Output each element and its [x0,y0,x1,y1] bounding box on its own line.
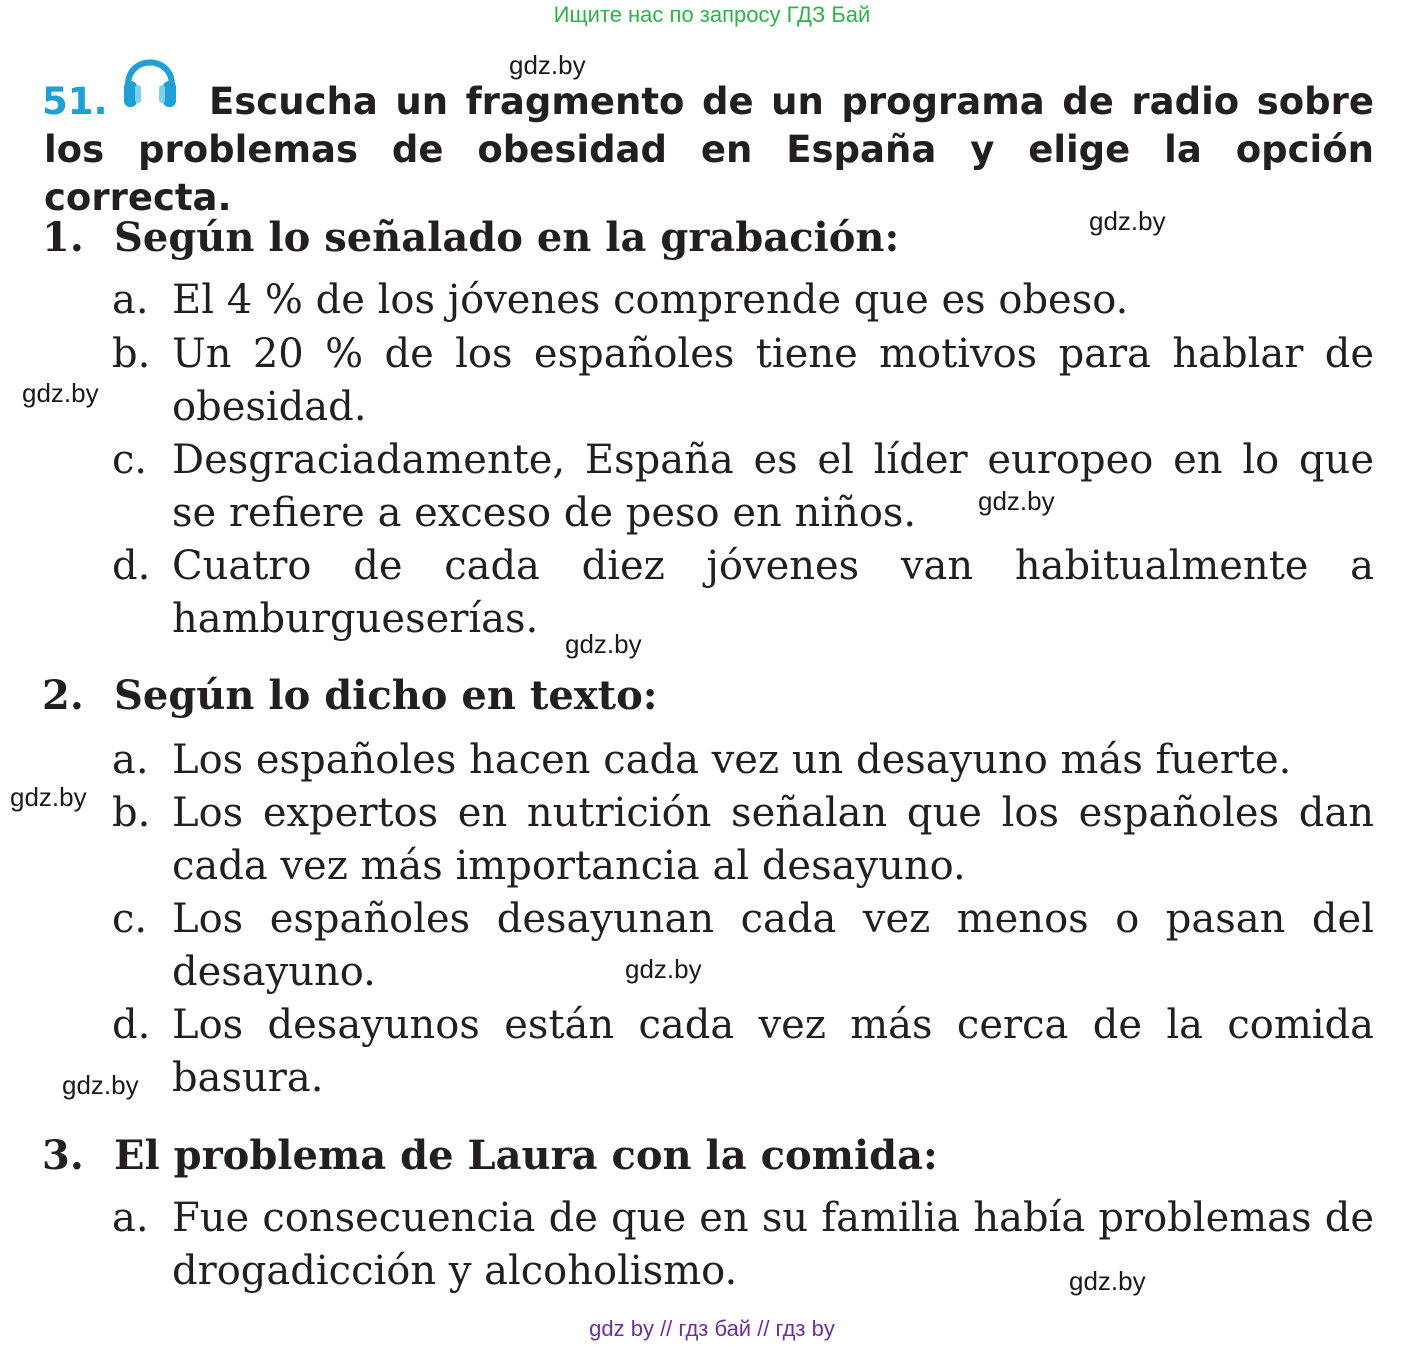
question-number: 1. [42,214,84,261]
option-letter: a. [112,277,149,323]
option-letter: c. [112,437,148,483]
option-letter: b. [112,790,151,836]
option-letter: d. [112,1002,151,1048]
option-text: Los expertos en nutrición señalan que los españoles dan cada vez más importancia al desayuno. [172,790,1374,889]
watermark: gdz.by [22,378,99,408]
option-2a [112,734,1374,787]
watermark: gdz.by [509,50,586,80]
option-letter: b. [112,331,151,377]
option-text: Los españoles desayunan cada vez menos o pasan del desayuno. [172,896,1374,995]
option-1b [112,328,1374,434]
question-2 [42,670,658,722]
option-text: Fue consecuencia de que en su familia había problemas de drogadicción y alcoholismo. [172,1195,1374,1294]
option-2b [112,787,1374,893]
watermark: gdz.by [565,629,642,659]
watermark: gdz.by [1089,206,1166,236]
watermark: gdz.by [62,1070,139,1100]
option-text: El 4 % de los jóvenes comprende que es obeso. [172,277,1129,323]
option-letter: a. [112,737,149,783]
option-2c [112,893,1374,999]
watermark: gdz.by [1069,1266,1146,1296]
option-1a [112,274,1374,327]
option-letter: c. [112,896,148,942]
question-title: Según lo señalado en la grabación: [114,214,900,261]
question-3 [42,1130,938,1182]
option-text: Un 20 % de los españoles tiene motivos para hablar de obesidad. [172,331,1374,430]
option-letter: a. [112,1195,149,1241]
option-text: Los desayunos están cada vez más cerca de la comida basura. [172,1002,1374,1101]
question-number: 2. [42,672,84,719]
question-title: El problema de Laura con la comida: [114,1132,938,1179]
option-text: Los españoles hacen cada vez un desayuno más fuerte. [172,737,1292,783]
option-text: Cuatro de cada diez jóvenes van habitualmente a hamburgueserías. [172,543,1374,642]
option-1d [112,540,1374,646]
option-text: Desgraciadamente, España es el líder europeo en lo que se refiere a exceso de peso en niños. [172,437,1374,536]
option-letter: d. [112,543,151,589]
watermark: gdz.by [10,782,87,812]
footer-links[interactable]: gdz by // гдз бай // гдз by [589,1316,835,1341]
option-3a [112,1192,1374,1298]
option-2d [112,999,1374,1105]
site-banner[interactable]: Ищите нас по запросу ГДЗ Бай [553,2,871,27]
exercise-number: 51. [42,80,108,123]
question-number: 3. [42,1132,84,1179]
question-title: Según lo dicho en texto: [114,672,658,719]
question-1 [42,212,899,264]
exercise-instruction: Escucha un fragmento de un programa de radio sobre los problemas de obesidad en España y elige la opción correcta. [44,80,1374,219]
watermark: gdz.by [978,486,1055,516]
option-1c [112,434,1374,540]
watermark: gdz.by [625,954,702,984]
